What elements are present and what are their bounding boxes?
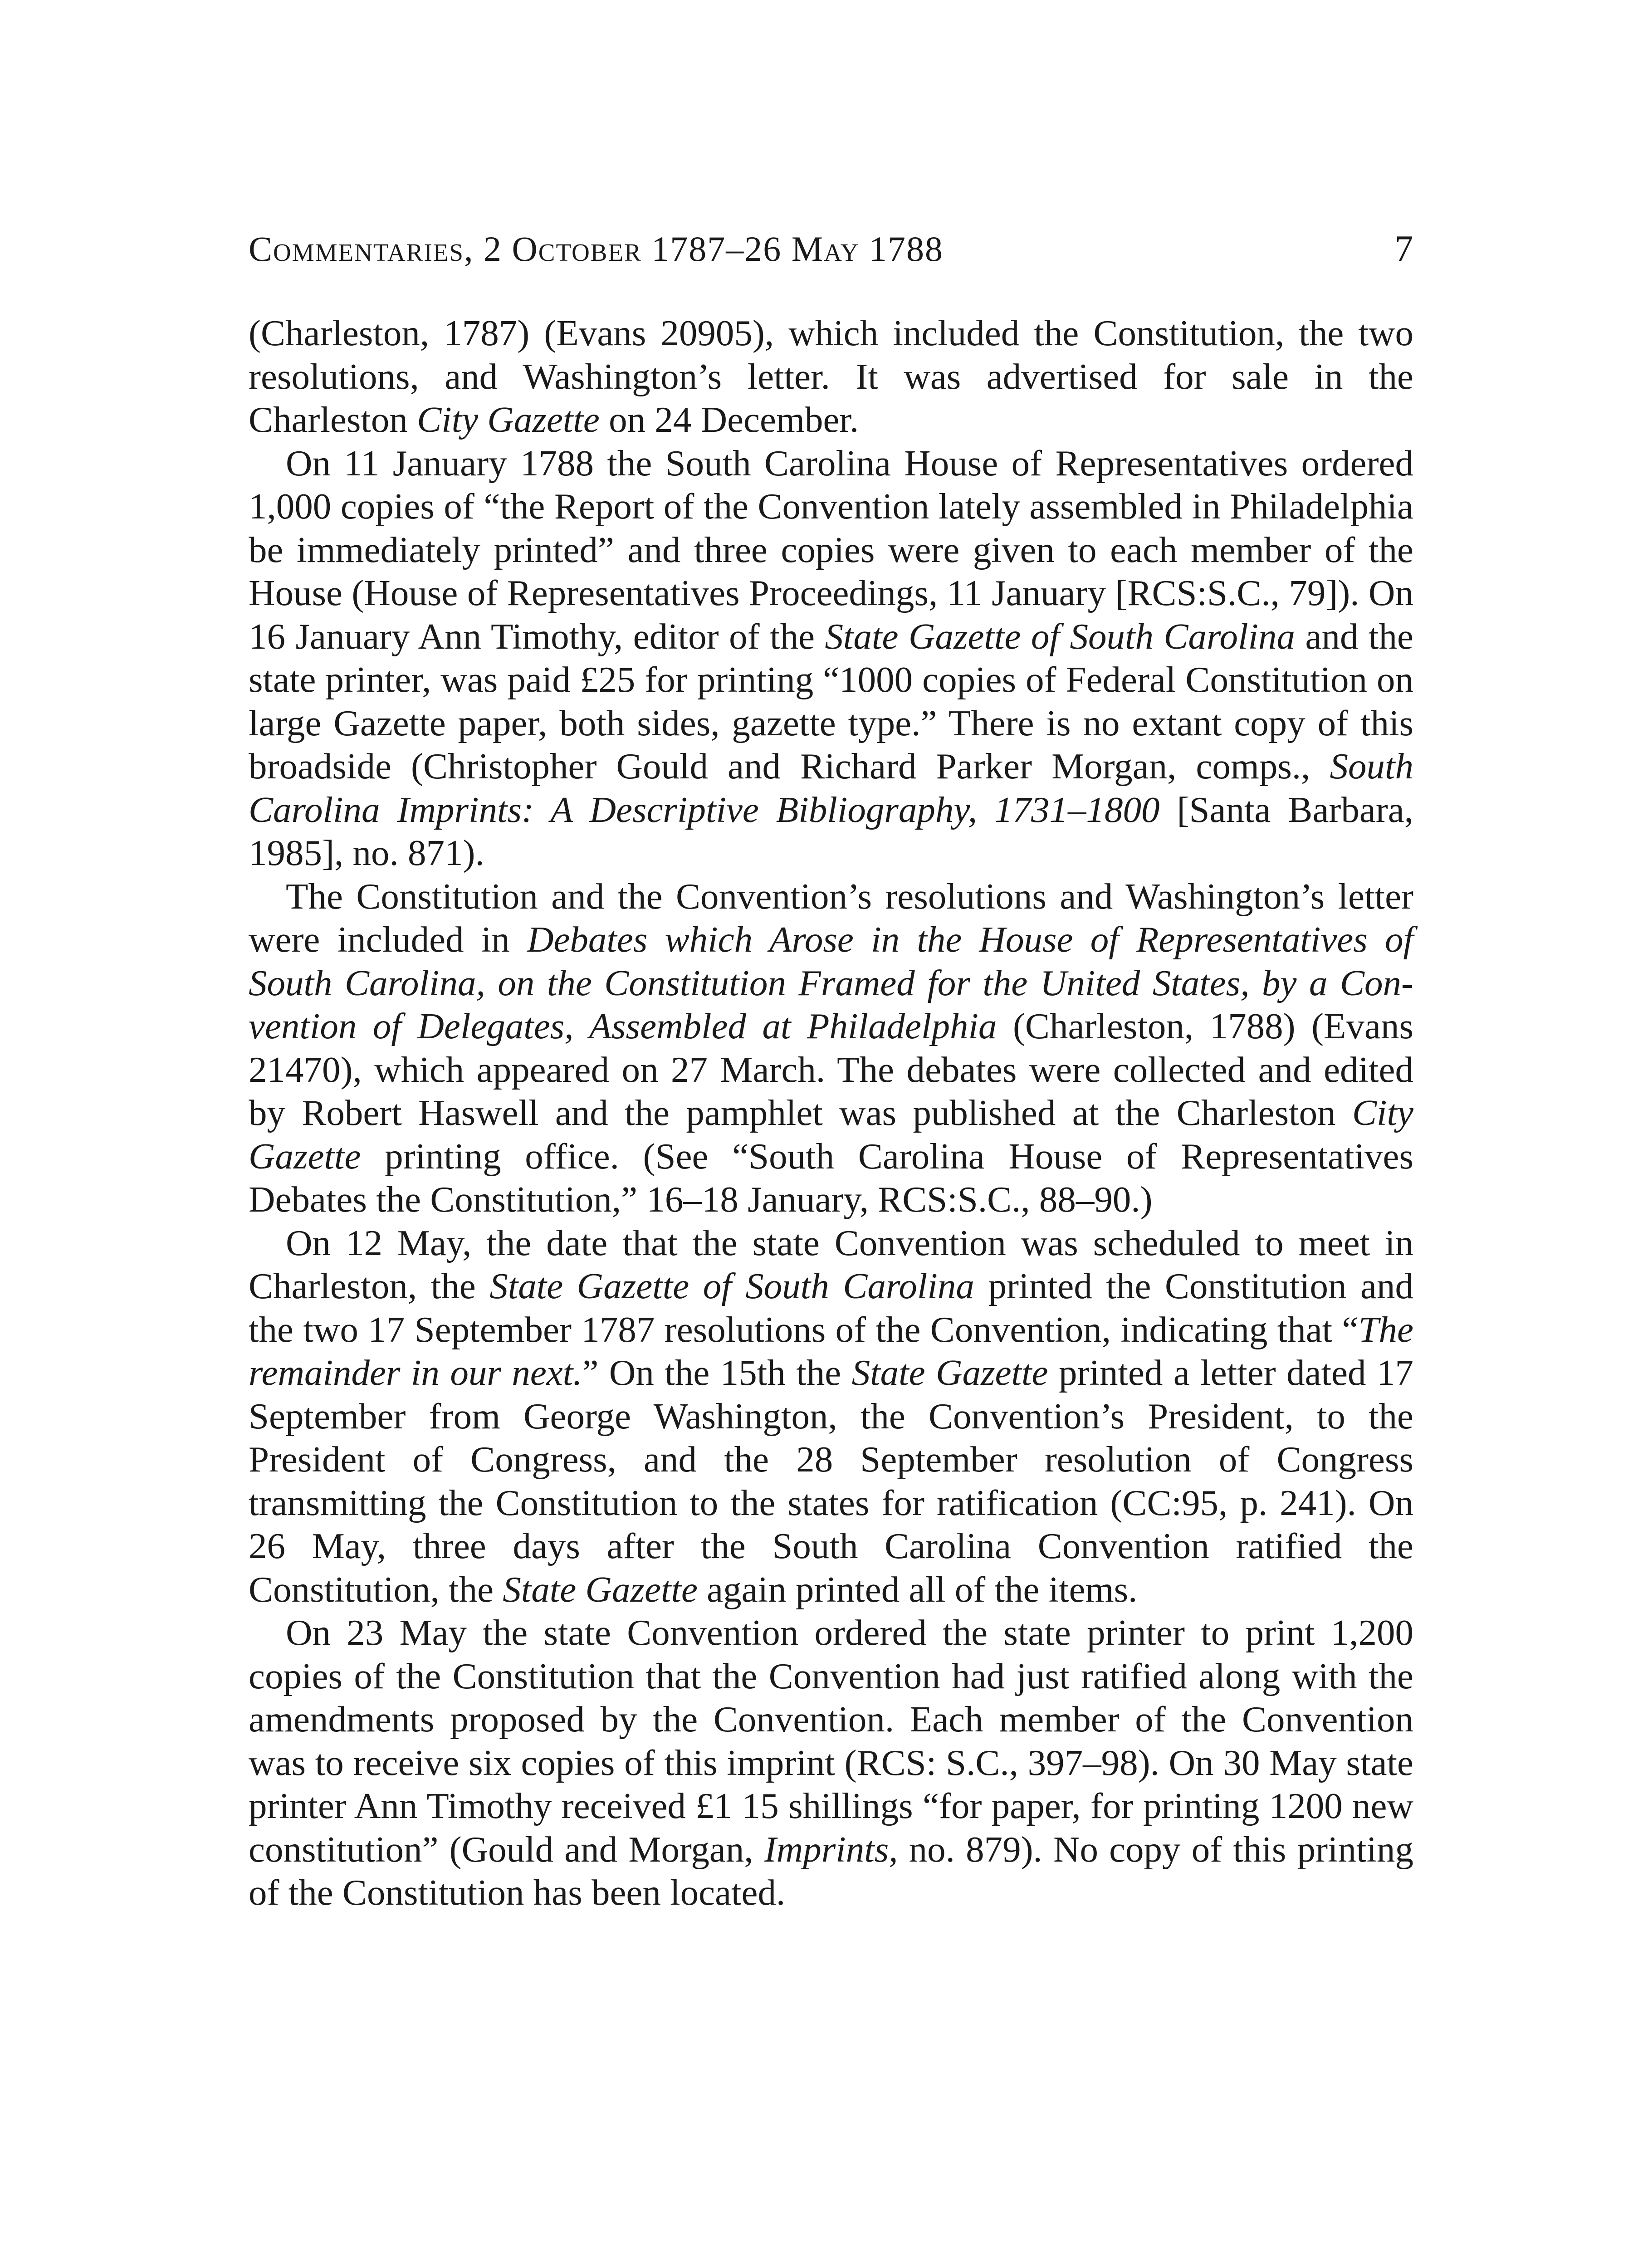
page <box>249 227 1413 1915</box>
paragraph-3: The Constitution and the Convention’s resolutions and Washington’s letter were included in Debates which Arose in the House of Representatives of South Carolina, on the Constitution Framed for the United States, by a Convention of Delegates, Assembled at Philadelphia (Charleston, 1788) (Evans 21470), which appeared on 27 March. The debates were collected and edited by Robert Haswell and the pamphlet was published at the Charleston City Gazette printing office. (See “South Carolina House of Representatives Debates the Constitution,” 16–18 January, RCS:S.C., 88–90.) <box>249 875 1413 1220</box>
running-head <box>249 227 1413 271</box>
paragraph-5: On 23 May the state Convention ordered the state printer to print 1,200 copies of the Constitution that the Convention had just ratified along with the amendments proposed by the Convention. Each member of the Convention was to receive six copies of this imprint (RCS: S.C., 397–98). On 30 May state printer Ann Timothy received £1 15 shillings “for paper, for printing 1200 new constitution” (Gould and Morgan, Imprints, no. 879). No copy of this printing of the Constitution has been located. <box>249 1612 1414 1913</box>
italic-state-gazette-title: State Gazette of South Carolina <box>825 616 1296 657</box>
italic-imprints-title: South Carolina Imprints: A Descriptive Bibliography, 1731–1800 <box>249 746 1413 830</box>
italic-state-gazette: State Gazette <box>851 1352 1048 1393</box>
italic-city-gazette: City Gazette <box>249 1092 1413 1177</box>
page-number: 7 <box>1394 228 1413 269</box>
paragraph-1: (Charleston, 1787) (Evans 20905), which included the Constitution, the two resolutions, and Washington’s letter. It was advertised for sale in the Charleston City Gazette on 24 December. <box>249 313 1413 440</box>
italic-remainder-quote: The remainder in our next. <box>249 1309 1413 1393</box>
body-text <box>249 312 1413 1915</box>
italic-imprints: Imprints, <box>764 1828 898 1870</box>
paragraph-4: On 12 May, the date that the state Convention was scheduled to meet in Charleston, the State Gazette of South Carolina printed the Constitution and the two 17 September 1787 resolutions of the Convention, indicating that “The remainder in our next.” On the 15th the State Gazette printed a letter dated 17 September from George Washington, the Convention’s President, to the President of Congress, and the 28 September resolution of Congress transmitting the Constitution to the states for ratification (CC:95, p. 241). On 26 May, three days after the South Carolina Convention ratified the Constitution, the State Gazette again printed all of the items. <box>249 1222 1414 1610</box>
paragraph-2: On 11 January 1788 the South Carolina House of Representatives ordered 1,000 copies of “the Report of the Convention lately assembled in Philadelphia be immediately printed” and three copies were given to each member of the House (House of Representatives Proceedings, 11 January [RCS:S.C., 79]). On 16 January Ann Timothy, editor of the State Gazette of South Carolina and the state printer, was paid £25 for printing “1000 copies of Federal Constitution on large Gazette paper, both sides, gazette type.” There is no extant copy of this broadside (Christopher Gould and Richard Parker Morgan, comps., South Carolina Imprints: A Descriptive Bibliography, 1731–1800 [Santa Barbara, 1985], no. 871). <box>249 442 1413 873</box>
italic-debates-title: Debates which Arose in the House of Representatives of South Carolina, on the Constitution Framed for the United States, by a Convention of Delegates, Assembled at Philadelphia <box>249 919 1413 1046</box>
italic-state-gazette-title: State Gazette of South Carolina <box>489 1266 974 1306</box>
running-title: Commentaries, 2 October 1787–26 May 1788 <box>249 229 944 269</box>
italic-state-gazette: State Gazette <box>503 1569 698 1610</box>
italic-city-gazette: City Gazette <box>417 399 600 440</box>
